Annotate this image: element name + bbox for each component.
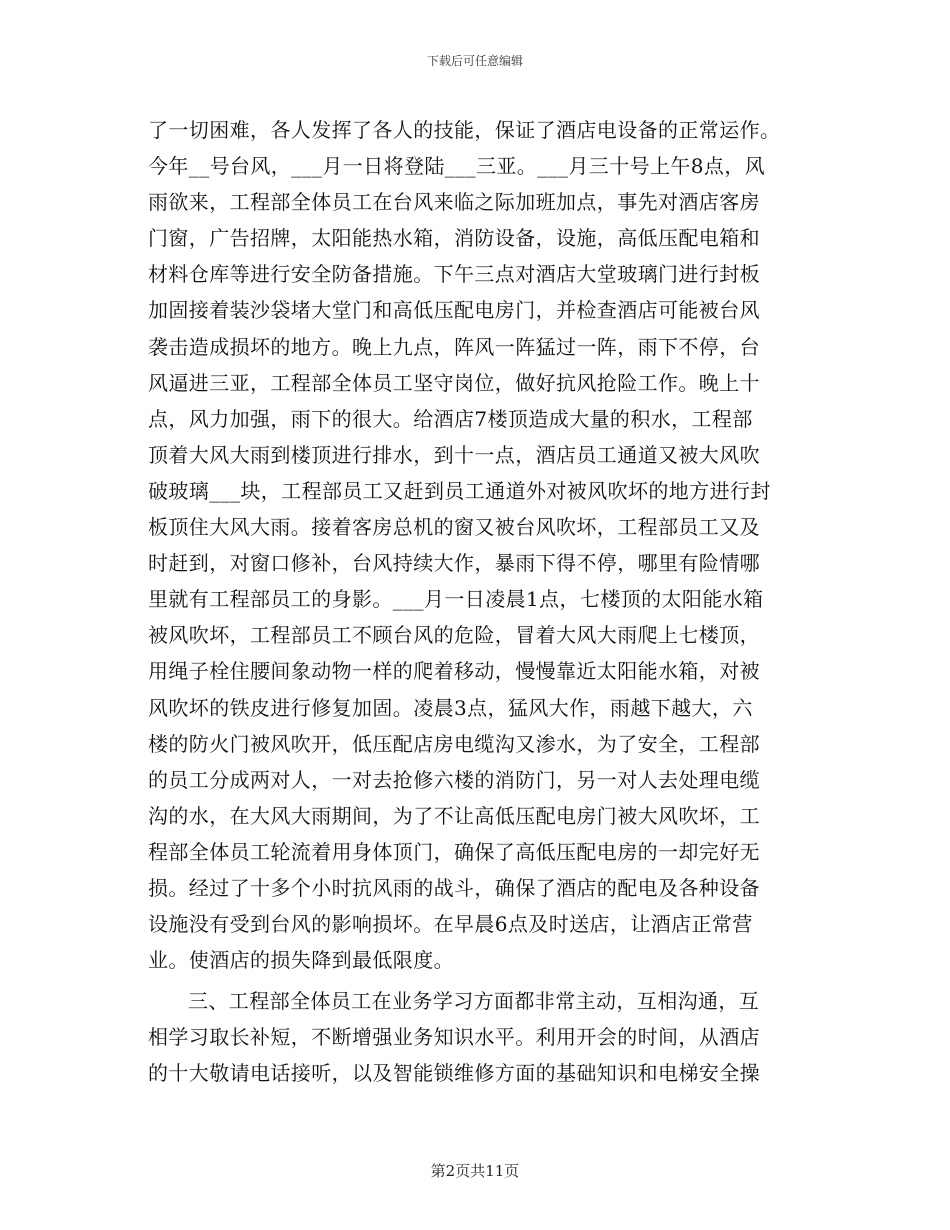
text-line: 袭击造成损坏的地方。晚上九点，阵风一阵猛过一阵，雨下不停，台 [148,334,760,359]
text-line: 被风吹坏，工程部员工不顾台风的危险，冒着大风大雨爬上七楼顶， [148,623,760,648]
paragraph-start-line: 三、工程部全体员工在业务学习方面都非常主动，互相沟通，互 [188,989,760,1014]
text-line: 的十大敬请电话接听，以及智能锁维修方面的基础知识和电梯安全操 [148,1061,760,1086]
text-line: 雨欲来，工程部全体员工在台风来临之际加班加点，事先对酒店客房 [148,190,760,215]
text-line: 门窗，广告招牌，太阳能热水箱，消防设备，设施，高低压配电箱和 [148,226,760,251]
document-body [148,112,804,1092]
text-line: 加固接着装沙袋堵大堂门和高低压配电房门，并检查酒店可能被台风 [148,298,760,323]
text-line: 板顶住大风大雨。接着客房总机的窗又被台风吹坏，工程部员工又及 [148,515,760,540]
text-line: 风逼进三亚，工程部全体员工坚守岗位，做好抗风抢险工作。晚上十 [148,370,760,395]
text-line: 破玻璃___块，工程部员工又赶到员工通道外对被风吹坏的地方进行封 [148,478,771,503]
text-line: 风吹坏的铁皮进行修复加固。凌晨3点，猛风大作，雨越下越大，六 [148,695,753,720]
text-line: 相学习取长补短，不断增强业务知识水平。利用开会的时间，从酒店 [148,1025,760,1050]
text-line: 点，风力加强，雨下的很大。给酒店7楼顶造成大量的积水，工程部 [148,406,753,431]
text-line: 业。使酒店的损失降到最低限度。 [148,948,454,973]
text-line: 里就有工程部员工的身影。___月一日凌晨1点，七楼顶的太阳能水箱 [148,587,764,612]
text-line: 损。经过了十多个小时抗风雨的战斗，确保了酒店的配电及各种设备 [148,875,760,900]
text-line: 今年__号台风，___月一日将登陆___三亚。___月三十号上午8点，风 [148,154,766,179]
text-line: 程部全体员工轮流着用身体顶门，确保了高低压配电房的一却完好无 [148,839,760,864]
text-line: 楼的防火门被风吹开，低压配店房电缆沟又渗水，为了安全，工程部 [148,731,760,756]
text-line: 沟的水，在大风大雨期间，为了不让高低压配电房门被大风吹坏，工 [148,803,760,828]
text-line: 设施没有受到台风的影响损坏。在早晨6点及时送店，让酒店正常营 [148,912,753,937]
text-line: 了一切困难，各人发挥了各人的技能，保证了酒店电设备的正常运作。 [148,118,781,142]
text-line: 时赶到，对窗口修补，台风持续大作，暴雨下得不停，哪里有险情哪 [148,551,760,576]
text-line: 的员工分成两对人，一对去抢修六楼的消防门，另一对人去处理电缆 [148,767,760,792]
text-line: 材料仓库等进行安全防备措施。下午三点对酒店大堂玻璃门进行封板 [148,262,760,287]
page-header: 下载后可任意编辑 [426,54,523,68]
text-line: 用绳子栓住腰间象动物一样的爬着移动，慢慢靠近太阳能水箱，对被 [148,659,760,684]
text-line: 顶着大风大雨到楼顶进行排水，到十一点，酒店员工通道又被大风吹 [148,442,760,467]
page-number: 第2页共11页 [430,1162,520,1180]
